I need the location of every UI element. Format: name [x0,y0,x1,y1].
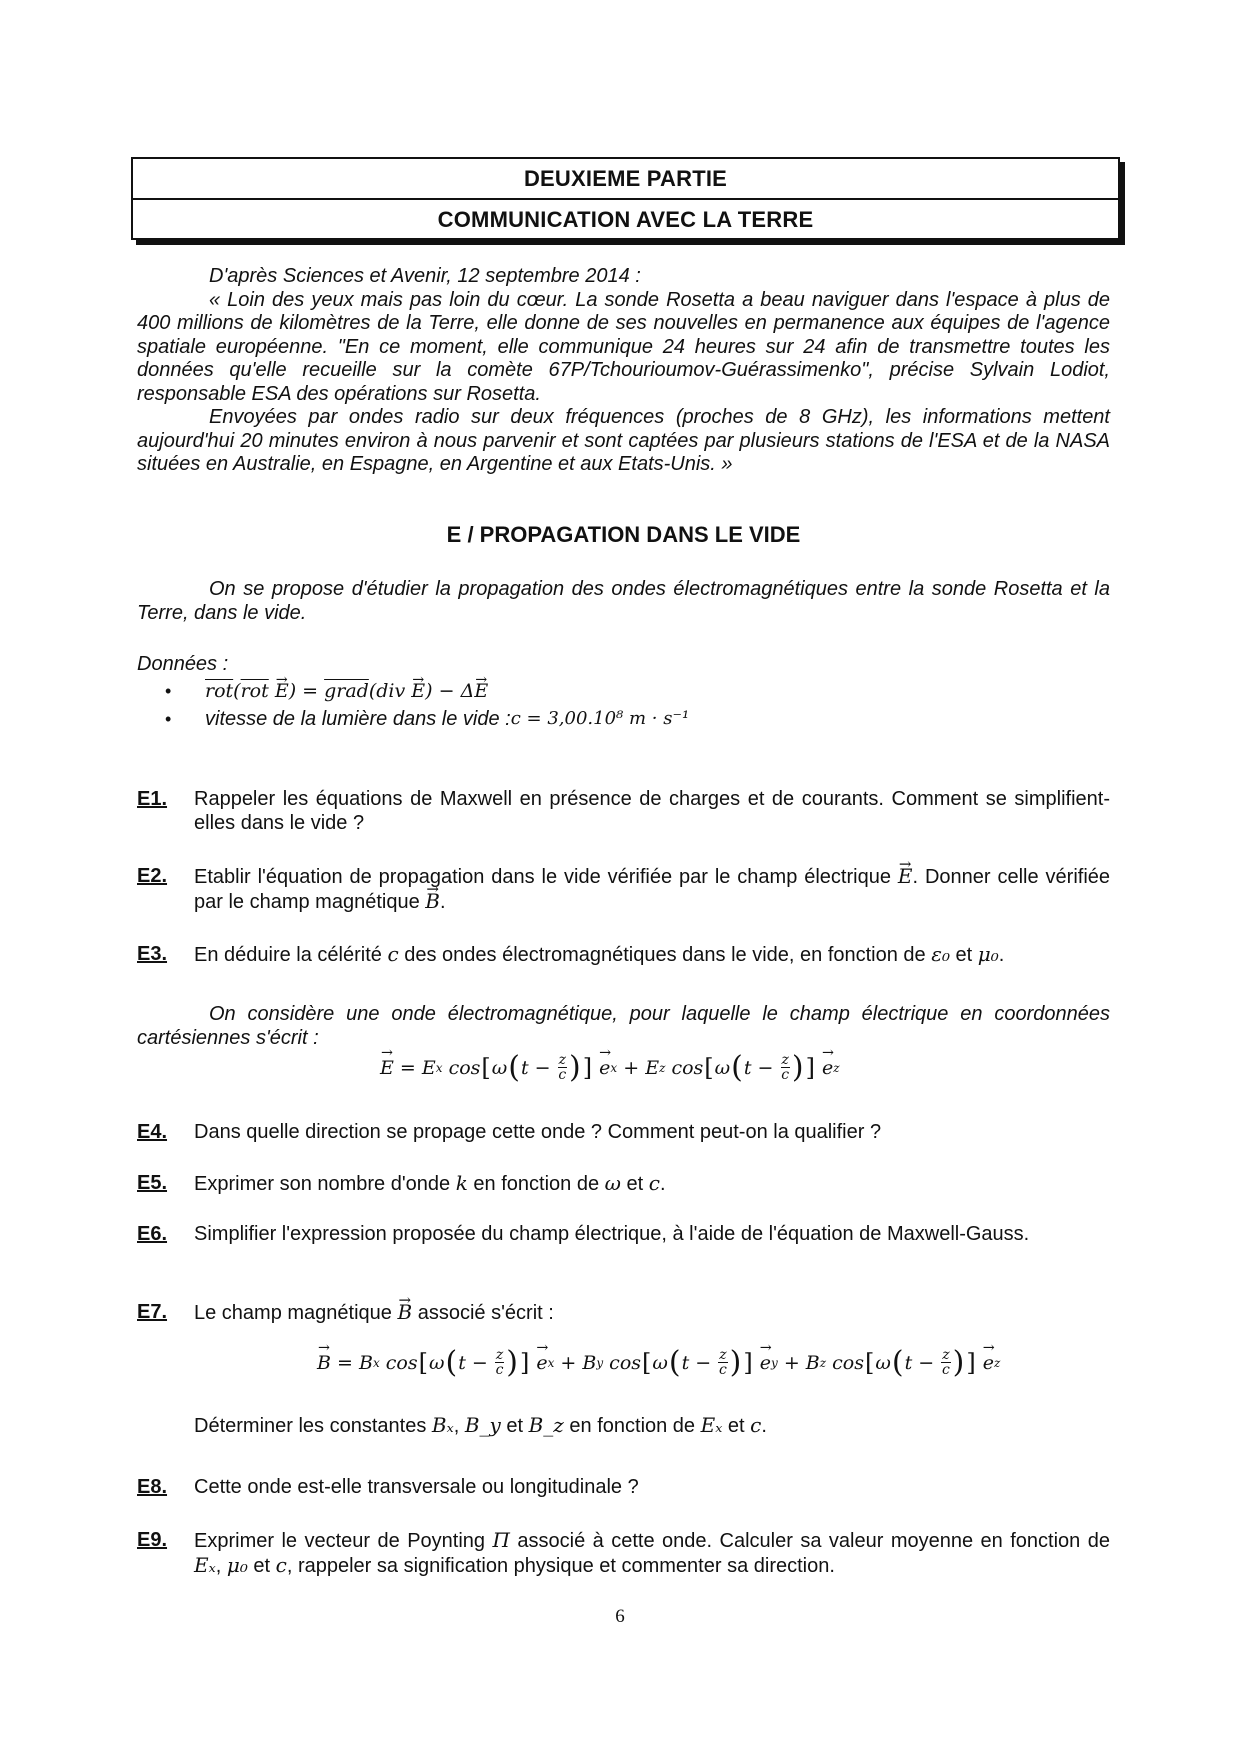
question-e3: E3. En déduire la célérité c des ondes électromagnétiques dans le vide, en fonction de ε₀ et μ₀. [137,942,1005,966]
data-label: Données : [137,653,229,675]
part-label: DEUXIEME PARTIE [133,159,1118,200]
section-title: E / PROPAGATION DANS LE VIDE [446,522,801,547]
bullet-icon: • [165,681,172,701]
data-item-identity [165,677,689,705]
intro-quote-paragraph-2: Envoyées par ondes radio sur deux fréquences (proches de 8 GHz), les informations mettent aujourd'hui 20 minutes environ à nous parvenir et sont captées par plusieurs stations de l'ESA et de la NASA situées en Australie, en Espagne, en Argentine et aux Etats-Unis. » [137,406,1110,475]
question-e4: E4. Dans quelle direction se propage cette onde ? Comment peut-on la qualifier ? [137,1121,882,1143]
part-title: COMMUNICATION AVEC LA TERRE [437,206,814,232]
wave-intro: On considère une onde électromagnétique, pour laquelle le champ électrique en coordonnées cartésiennes s'écrit : [137,1003,1110,1049]
intro-quote-paragraph-1: « Loin des yeux mais pas loin du cœur. La sonde Rosetta a beau naviguer dans l'espace à plus de 400 millions de kilomètres de la Terre, elle donne de ses nouvelles en permanence aux équipes de l'agence spatiale européenne. "En ce moment, elle communique 24 heures sur 24 afin de transmettre toutes les données qu'elle recueille sur la comète 67P/Tchourioumov-Guérassimenko", précise Sylvain Lodiot, responsable ESA des opérations sur Rosetta. [137,288,1110,405]
intro-source: D'après Sciences et Avenir, 12 septembre 2014 : [209,265,641,287]
magnetic-field-equation: → B = B x cos [ ω ( t − $\frac{z}{c}$ ) ] → e x + B y cos [ ω ( t − $\frac{z}{c}$ ) ] → e y + B z cos [ ω ( t − $\frac{z}{c}$ ) ] → e z [317,1345,1000,1380]
vector-identity-formula: $\overline{rot}(\overline{rot} \to E)$ = grad(div → E) − Δ→ E [205,677,488,705]
speed-of-light-value: c = 3,00.10⁸ m · s⁻¹ [510,708,690,729]
part-title-box [131,157,1120,240]
question-e8: E8. Cette onde est-elle transversale ou longitudinale ? [137,1476,639,1498]
data-item-speed-of-light: • vitesse de la lumière dans le vide : c = 3,00.10⁸ m · s⁻¹ [165,705,689,733]
bullet-icon: • [165,709,172,729]
data-list [165,677,689,733]
question-e2: E2. Etablir l'équation de propagation dans le vide vérifiée par le champ électrique → E. Donner celle vérifiée par le champ magnétique → B. [137,864,1110,914]
question-e1: E1. Rappeler les équations de Maxwell en présence de charges et de courants. Comment se simplifient-elles dans le vide ? [137,788,1110,834]
electric-field-equation: → E = E x cos [ ω ( t − $\frac{z}{c}$ ) ] → e x + E z cos [ ω ( t − $\frac{z}{c}$ ) ] → e z [380,1050,840,1085]
section-intro: On se propose d'étudier la propagation des ondes électromagnétiques entre la sonde Rosetta et la Terre, dans le vide. [137,578,1110,624]
question-e7: E7. Le champ magnétique → B associé s'écrit : [137,1300,1110,1325]
page-number: 6 [615,1606,625,1627]
question-e7-followup: Déterminer les constantes Bₓ, B_y et B_z en fonction de Eₓ et c. [194,1413,767,1437]
question-e9: E9. Exprimer le vecteur de Poynting Π associé à cette onde. Calculer sa valeur moyenne en fonction de Eₓ, μ₀ et c, rappeler sa signification physique et commenter sa direction. [137,1528,1110,1577]
question-e6: E6. Simplifier l'expression proposée du champ électrique, à l'aide de l'équation de Maxwell-Gauss. [137,1223,1030,1245]
intro-quote [137,265,1110,477]
question-e5: E5. Exprimer son nombre d'onde k en fonction de ω et c. [137,1171,666,1195]
